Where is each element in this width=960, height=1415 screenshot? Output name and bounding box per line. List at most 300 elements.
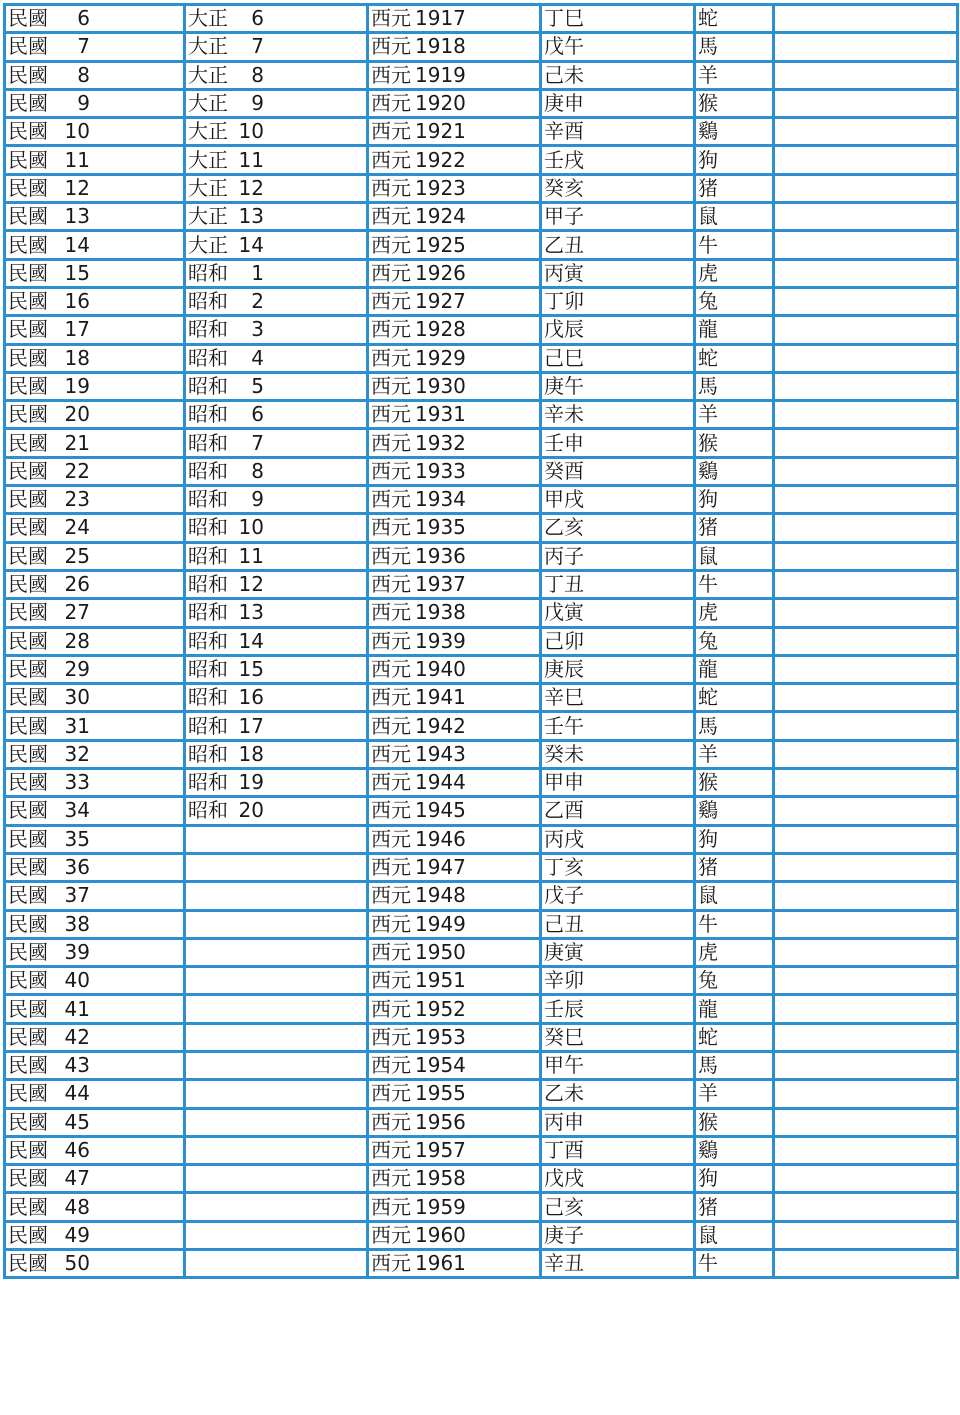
- zodiac-text: 狗: [698, 147, 718, 172]
- table-row: [5, 542, 958, 570]
- zodiac-cell: [695, 401, 774, 429]
- western-year-cell: [368, 995, 541, 1023]
- era-year-number: 20: [238, 798, 264, 823]
- table-row: [5, 316, 958, 344]
- minguo-year-cell: [5, 174, 185, 202]
- minguo-year-number: 21: [64, 430, 90, 455]
- minguo-year-cell: [5, 1023, 185, 1051]
- zodiac-text: 兔: [698, 289, 718, 314]
- table-row: [5, 5, 958, 33]
- western-year-number: 1935: [415, 515, 466, 540]
- ganzhi-text: 丁酉: [544, 1138, 584, 1163]
- table-row: [5, 938, 958, 966]
- minguo-label: 民國: [8, 741, 48, 766]
- western-year-number: 1929: [415, 345, 466, 370]
- ganzhi-text: 辛酉: [544, 119, 584, 144]
- western-label: 西元: [371, 260, 411, 285]
- western-label: 西元: [371, 968, 411, 993]
- empty-cell: [774, 344, 958, 372]
- minguo-year-cell: [5, 599, 185, 627]
- era-label: 昭和: [188, 515, 228, 540]
- ganzhi-cell: [541, 1080, 695, 1108]
- japanese-era-cell: [185, 287, 368, 315]
- minguo-year-cell: [5, 203, 185, 231]
- zodiac-text: 龍: [698, 317, 718, 342]
- western-year-number: 1942: [415, 713, 466, 738]
- western-year-cell: [368, 231, 541, 259]
- empty-cell: [774, 570, 958, 598]
- empty-cell: [774, 259, 958, 287]
- era-year-number: 16: [238, 685, 264, 710]
- western-year-cell: [368, 825, 541, 853]
- minguo-year-number: 20: [64, 402, 90, 427]
- table-row: [5, 287, 958, 315]
- minguo-label: 民國: [8, 713, 48, 738]
- minguo-year-cell: [5, 1193, 185, 1221]
- empty-cell: [774, 1165, 958, 1193]
- western-year-cell: [368, 486, 541, 514]
- zodiac-text: 牛: [698, 572, 718, 597]
- table-row: [5, 514, 958, 542]
- minguo-year-cell: [5, 316, 185, 344]
- era-year-number: 12: [238, 572, 264, 597]
- ganzhi-cell: [541, 372, 695, 400]
- zodiac-cell: [695, 146, 774, 174]
- table-row: [5, 853, 958, 881]
- japanese-era-cell: [185, 684, 368, 712]
- zodiac-text: 蛇: [698, 685, 718, 710]
- era-label: 昭和: [188, 600, 228, 625]
- western-year-cell: [368, 740, 541, 768]
- minguo-year-number: 9: [77, 91, 90, 116]
- western-year-cell: [368, 599, 541, 627]
- ganzhi-cell: [541, 1165, 695, 1193]
- minguo-year-number: 19: [64, 374, 90, 398]
- ganzhi-cell: [541, 740, 695, 768]
- era-year-number: 13: [238, 600, 264, 625]
- era-year-number: 18: [238, 741, 264, 766]
- japanese-era-cell: [185, 1165, 368, 1193]
- minguo-label: 民國: [8, 119, 48, 144]
- table-row: [5, 203, 958, 231]
- table-row: [5, 1221, 958, 1249]
- western-year-cell: [368, 1136, 541, 1164]
- western-year-number: 1939: [415, 628, 466, 653]
- era-year-number: 15: [238, 656, 264, 681]
- western-label: 西元: [371, 1251, 411, 1276]
- japanese-era-cell: [185, 1193, 368, 1221]
- western-label: 西元: [371, 996, 411, 1021]
- minguo-year-number: 33: [64, 770, 90, 795]
- japanese-era-cell: [185, 542, 368, 570]
- era-year-number: 7: [251, 34, 264, 59]
- zodiac-text: 蛇: [698, 345, 718, 370]
- minguo-label: 民國: [8, 91, 48, 116]
- japanese-era-cell: [185, 61, 368, 89]
- ganzhi-text: 丁亥: [544, 855, 584, 880]
- western-label: 西元: [371, 34, 411, 59]
- empty-cell: [774, 882, 958, 910]
- western-label: 西元: [371, 1166, 411, 1191]
- empty-cell: [774, 627, 958, 655]
- minguo-year-number: 17: [64, 317, 90, 342]
- ganzhi-cell: [541, 1193, 695, 1221]
- western-year-cell: [368, 1023, 541, 1051]
- empty-cell: [774, 1023, 958, 1051]
- empty-cell: [774, 429, 958, 457]
- minguo-year-cell: [5, 287, 185, 315]
- era-label: 大正: [188, 147, 228, 172]
- japanese-era-cell: [185, 655, 368, 683]
- ganzhi-cell: [541, 316, 695, 344]
- japanese-era-cell: [185, 33, 368, 61]
- table-body: [5, 5, 958, 1278]
- minguo-year-number: 36: [64, 855, 90, 880]
- western-year-cell: [368, 1051, 541, 1079]
- western-label: 西元: [371, 91, 411, 116]
- ganzhi-cell: [541, 684, 695, 712]
- zodiac-text: 馬: [698, 1053, 718, 1078]
- minguo-label: 民國: [8, 572, 48, 597]
- japanese-era-cell: [185, 882, 368, 910]
- western-year-cell: [368, 1221, 541, 1249]
- japanese-era-cell: [185, 372, 368, 400]
- ganzhi-cell: [541, 655, 695, 683]
- empty-cell: [774, 231, 958, 259]
- era-label: 昭和: [188, 798, 228, 823]
- zodiac-text: 羊: [698, 741, 718, 766]
- western-year-number: 1953: [415, 1024, 466, 1049]
- minguo-year-cell: [5, 401, 185, 429]
- minguo-label: 民國: [8, 232, 48, 257]
- empty-cell: [774, 316, 958, 344]
- ganzhi-text: 甲申: [544, 770, 584, 795]
- empty-cell: [774, 599, 958, 627]
- ganzhi-cell: [541, 627, 695, 655]
- table-row: [5, 231, 958, 259]
- western-year-number: 1922: [415, 147, 466, 172]
- zodiac-cell: [695, 853, 774, 881]
- table-row: [5, 429, 958, 457]
- western-year-number: 1949: [415, 911, 466, 936]
- western-label: 西元: [371, 62, 411, 87]
- zodiac-cell: [695, 599, 774, 627]
- zodiac-cell: [695, 882, 774, 910]
- empty-cell: [774, 514, 958, 542]
- minguo-year-number: 50: [64, 1251, 90, 1276]
- western-year-cell: [368, 684, 541, 712]
- minguo-label: 民國: [8, 487, 48, 512]
- ganzhi-text: 己丑: [544, 911, 584, 936]
- western-year-cell: [368, 627, 541, 655]
- era-year-number: 14: [238, 232, 264, 257]
- minguo-year-number: 47: [64, 1166, 90, 1191]
- western-label: 西元: [371, 1024, 411, 1049]
- japanese-era-cell: [185, 825, 368, 853]
- empty-cell: [774, 401, 958, 429]
- western-year-number: 1936: [415, 543, 466, 568]
- minguo-year-cell: [5, 740, 185, 768]
- japanese-era-cell: [185, 995, 368, 1023]
- minguo-year-number: 31: [64, 713, 90, 738]
- table-row: [5, 1250, 958, 1278]
- ganzhi-cell: [541, 259, 695, 287]
- zodiac-cell: [695, 1165, 774, 1193]
- western-year-number: 1927: [415, 289, 466, 314]
- zodiac-cell: [695, 910, 774, 938]
- empty-cell: [774, 1051, 958, 1079]
- zodiac-cell: [695, 570, 774, 598]
- table-row: [5, 486, 958, 514]
- minguo-year-number: 8: [77, 62, 90, 87]
- zodiac-text: 猪: [698, 1194, 718, 1219]
- era-year-number: 1: [251, 260, 264, 285]
- ganzhi-text: 丙申: [544, 1109, 584, 1134]
- minguo-year-cell: [5, 1250, 185, 1278]
- era-year-number: 10: [238, 119, 264, 144]
- empty-cell: [774, 853, 958, 881]
- era-year-number: 9: [251, 91, 264, 116]
- ganzhi-text: 庚午: [544, 374, 584, 398]
- western-year-number: 1923: [415, 175, 466, 200]
- era-year-number: 10: [238, 515, 264, 540]
- era-label: 大正: [188, 34, 228, 59]
- western-label: 西元: [371, 289, 411, 314]
- zodiac-cell: [695, 1080, 774, 1108]
- ganzhi-text: 壬申: [544, 430, 584, 455]
- zodiac-text: 牛: [698, 232, 718, 257]
- era-label: 昭和: [188, 402, 228, 427]
- western-year-cell: [368, 1250, 541, 1278]
- minguo-year-number: 35: [64, 826, 90, 851]
- western-label: 西元: [371, 1081, 411, 1106]
- era-label: 昭和: [188, 317, 228, 342]
- table-row: [5, 599, 958, 627]
- zodiac-text: 狗: [698, 487, 718, 512]
- ganzhi-cell: [541, 853, 695, 881]
- minguo-year-number: 49: [64, 1222, 90, 1247]
- minguo-year-cell: [5, 118, 185, 146]
- minguo-year-cell: [5, 797, 185, 825]
- western-year-number: 1960: [415, 1222, 466, 1247]
- empty-cell: [774, 118, 958, 146]
- minguo-year-number: 38: [64, 911, 90, 936]
- western-year-number: 1924: [415, 204, 466, 229]
- western-label: 西元: [371, 119, 411, 144]
- western-label: 西元: [371, 345, 411, 370]
- minguo-year-cell: [5, 570, 185, 598]
- table-row: [5, 769, 958, 797]
- minguo-label: 民國: [8, 1109, 48, 1134]
- western-year-cell: [368, 146, 541, 174]
- empty-cell: [774, 797, 958, 825]
- minguo-year-number: 6: [77, 6, 90, 31]
- minguo-label: 民國: [8, 1024, 48, 1049]
- era-label: 大正: [188, 62, 228, 87]
- western-label: 西元: [371, 770, 411, 795]
- ganzhi-text: 壬辰: [544, 996, 584, 1021]
- era-label: 大正: [188, 204, 228, 229]
- western-label: 西元: [371, 232, 411, 257]
- ganzhi-cell: [541, 203, 695, 231]
- ganzhi-cell: [541, 542, 695, 570]
- western-label: 西元: [371, 6, 411, 31]
- zodiac-cell: [695, 33, 774, 61]
- western-year-cell: [368, 1165, 541, 1193]
- minguo-label: 民國: [8, 656, 48, 681]
- minguo-label: 民國: [8, 260, 48, 285]
- western-label: 西元: [371, 656, 411, 681]
- western-year-cell: [368, 174, 541, 202]
- minguo-label: 民國: [8, 430, 48, 455]
- era-label: 大正: [188, 119, 228, 144]
- minguo-label: 民國: [8, 289, 48, 314]
- table-row: [5, 1023, 958, 1051]
- ganzhi-text: 丙子: [544, 543, 584, 568]
- western-label: 西元: [371, 175, 411, 200]
- ganzhi-cell: [541, 1136, 695, 1164]
- western-label: 西元: [371, 204, 411, 229]
- western-year-number: 1926: [415, 260, 466, 285]
- minguo-year-cell: [5, 825, 185, 853]
- western-year-number: 1938: [415, 600, 466, 625]
- ganzhi-text: 己未: [544, 62, 584, 87]
- minguo-year-number: 44: [64, 1081, 90, 1106]
- western-year-cell: [368, 5, 541, 33]
- minguo-year-number: 45: [64, 1109, 90, 1134]
- western-label: 西元: [371, 1138, 411, 1163]
- empty-cell: [774, 938, 958, 966]
- empty-cell: [774, 910, 958, 938]
- ganzhi-text: 癸未: [544, 741, 584, 766]
- minguo-label: 民國: [8, 543, 48, 568]
- western-year-number: 1928: [415, 317, 466, 342]
- minguo-label: 民國: [8, 34, 48, 59]
- western-year-cell: [368, 429, 541, 457]
- zodiac-text: 鷄: [698, 458, 718, 483]
- minguo-label: 民國: [8, 770, 48, 795]
- japanese-era-cell: [185, 938, 368, 966]
- minguo-year-cell: [5, 712, 185, 740]
- western-year-number: 1940: [415, 656, 466, 681]
- zodiac-text: 猪: [698, 515, 718, 540]
- minguo-label: 民國: [8, 939, 48, 964]
- zodiac-cell: [695, 1136, 774, 1164]
- empty-cell: [774, 1193, 958, 1221]
- era-year-number: 2: [251, 289, 264, 314]
- table-row: [5, 118, 958, 146]
- minguo-label: 民國: [8, 911, 48, 936]
- minguo-year-number: 26: [64, 572, 90, 597]
- table-row: [5, 344, 958, 372]
- minguo-year-cell: [5, 1165, 185, 1193]
- table-row: [5, 259, 958, 287]
- empty-cell: [774, 995, 958, 1023]
- zodiac-cell: [695, 457, 774, 485]
- ganzhi-text: 癸酉: [544, 458, 584, 483]
- western-label: 西元: [371, 147, 411, 172]
- era-label: 大正: [188, 6, 228, 31]
- minguo-year-cell: [5, 457, 185, 485]
- minguo-year-cell: [5, 967, 185, 995]
- western-year-cell: [368, 542, 541, 570]
- ganzhi-text: 丁卯: [544, 289, 584, 314]
- zodiac-cell: [695, 316, 774, 344]
- era-year-number: 6: [251, 6, 264, 31]
- ganzhi-text: 己卯: [544, 628, 584, 653]
- western-year-number: 1957: [415, 1138, 466, 1163]
- japanese-era-cell: [185, 146, 368, 174]
- western-year-cell: [368, 853, 541, 881]
- zodiac-text: 兔: [698, 628, 718, 653]
- zodiac-text: 猪: [698, 175, 718, 200]
- western-year-number: 1918: [415, 34, 466, 59]
- ganzhi-cell: [541, 457, 695, 485]
- minguo-year-number: 37: [64, 883, 90, 908]
- zodiac-cell: [695, 938, 774, 966]
- western-year-cell: [368, 1108, 541, 1136]
- zodiac-cell: [695, 1250, 774, 1278]
- table-row: [5, 146, 958, 174]
- ganzhi-text: 丁丑: [544, 572, 584, 597]
- ganzhi-text: 乙丑: [544, 232, 584, 257]
- minguo-year-cell: [5, 1136, 185, 1164]
- zodiac-cell: [695, 712, 774, 740]
- western-year-number: 1934: [415, 487, 466, 512]
- zodiac-cell: [695, 429, 774, 457]
- western-year-cell: [368, 797, 541, 825]
- minguo-year-cell: [5, 938, 185, 966]
- minguo-year-cell: [5, 684, 185, 712]
- western-year-cell: [368, 1080, 541, 1108]
- zodiac-cell: [695, 231, 774, 259]
- ganzhi-cell: [541, 231, 695, 259]
- western-year-number: 1931: [415, 402, 466, 427]
- minguo-year-number: 10: [64, 119, 90, 144]
- minguo-label: 民國: [8, 515, 48, 540]
- minguo-label: 民國: [8, 798, 48, 823]
- ganzhi-text: 甲子: [544, 204, 584, 229]
- minguo-year-cell: [5, 33, 185, 61]
- table-row: [5, 33, 958, 61]
- western-label: 西元: [371, 1109, 411, 1134]
- japanese-era-cell: [185, 118, 368, 146]
- minguo-year-number: 28: [64, 628, 90, 653]
- minguo-year-number: 42: [64, 1024, 90, 1049]
- table-row: [5, 457, 958, 485]
- ganzhi-text: 壬戌: [544, 147, 584, 172]
- ganzhi-cell: [541, 146, 695, 174]
- empty-cell: [774, 174, 958, 202]
- western-year-cell: [368, 882, 541, 910]
- zodiac-text: 馬: [698, 713, 718, 738]
- japanese-era-cell: [185, 1108, 368, 1136]
- japanese-era-cell: [185, 457, 368, 485]
- zodiac-cell: [695, 118, 774, 146]
- japanese-era-cell: [185, 1080, 368, 1108]
- minguo-year-cell: [5, 259, 185, 287]
- japanese-era-cell: [185, 1136, 368, 1164]
- minguo-year-number: 11: [64, 147, 90, 172]
- zodiac-cell: [695, 259, 774, 287]
- zodiac-cell: [695, 486, 774, 514]
- ganzhi-cell: [541, 882, 695, 910]
- zodiac-cell: [695, 1108, 774, 1136]
- minguo-label: 民國: [8, 1081, 48, 1106]
- zodiac-text: 虎: [698, 939, 718, 964]
- ganzhi-text: 丙寅: [544, 260, 584, 285]
- minguo-label: 民國: [8, 628, 48, 653]
